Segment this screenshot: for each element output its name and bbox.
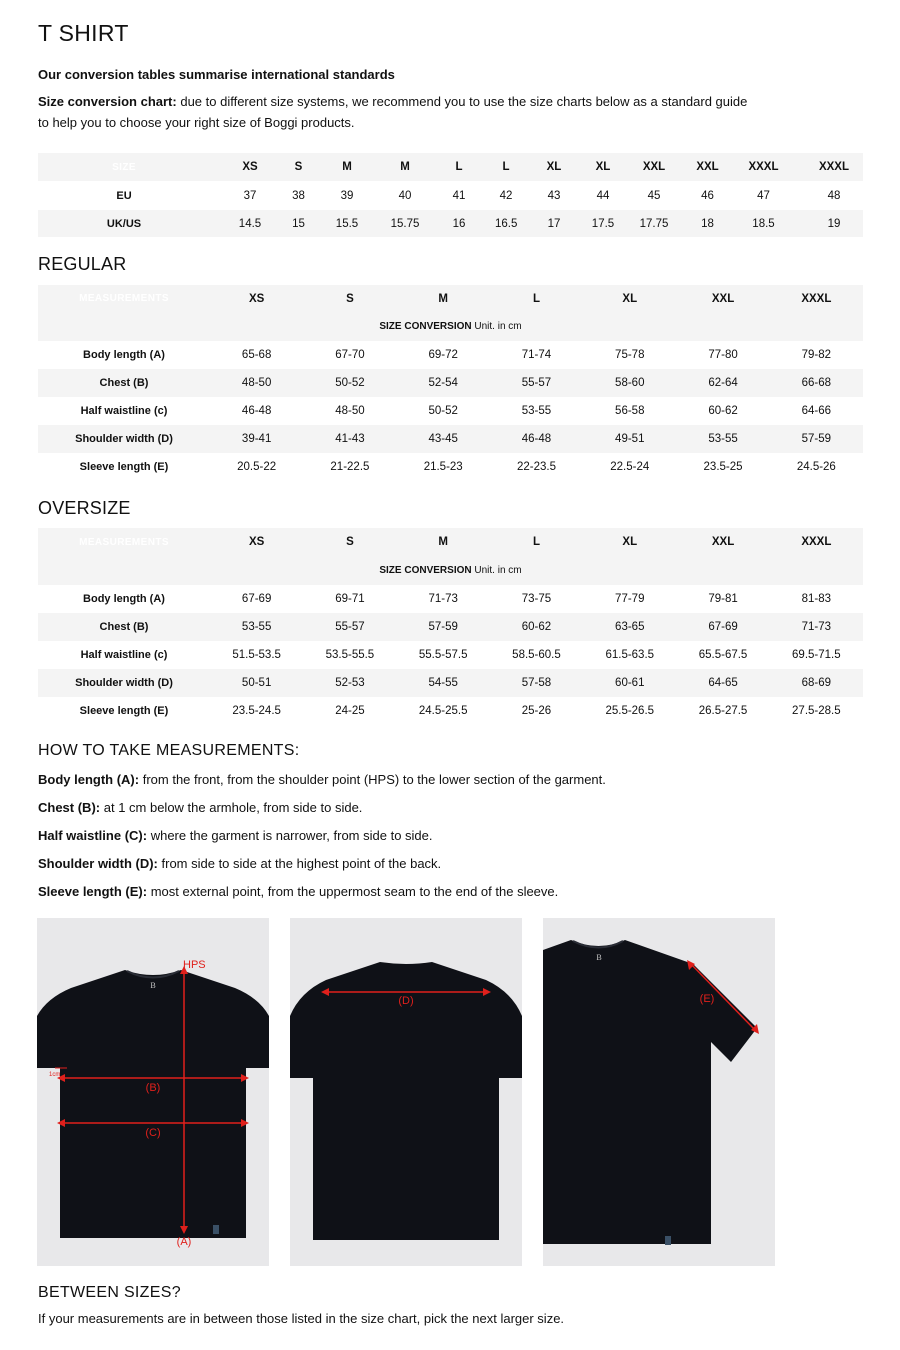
table-row [38,210,863,237]
table-row [38,425,863,453]
label-b: (B) [145,1082,161,1094]
size-col-0: XS [210,153,290,181]
table-cell: 64-65 [676,669,769,697]
back-tshirt-svg [290,918,522,1266]
table-cell: 69.5-71.5 [792,649,841,661]
side-view-diagram [543,918,775,1266]
table-cell: 43-45 [397,425,490,453]
unit-row [38,556,863,585]
measure-text: most external point, from the uppermost seam to the end of the sleeve. [150,884,559,899]
row-label: Body length (A) [83,349,165,361]
size-col-xs: XS [210,285,303,312]
table-cell: 71-73 [770,613,863,641]
table-cell: 56-58 [615,405,645,417]
table-cell: 39 [340,189,354,202]
back-view-diagram [290,918,522,1266]
intro-label: Size conversion chart: [38,94,177,109]
unit-text: Unit. in cm [474,565,522,576]
table-cell: 43 [547,189,561,202]
table-cell: 67-69 [241,593,272,605]
table-cell: 41 [452,189,466,202]
measure-label: Chest (B): [38,800,101,815]
size-col-9: XXL [693,153,722,181]
table-cell: 48-50 [335,405,365,417]
table-cell: 63-65 [583,613,676,641]
size-col-xxxl: XXXL [770,528,863,556]
label-c: (C) [145,1127,161,1139]
size-col-m: M [397,528,490,556]
list-item [38,798,858,826]
table-cell: 18 [693,210,722,237]
table-row [38,341,863,369]
side-tshirt-svg [543,918,775,1266]
size-col-m: M [397,285,490,312]
measure-text: from the front, from the shoulder point (HPS) to the lower section of the garment. [142,772,606,787]
table-cell: 67-69 [676,613,769,641]
table-cell: 62-64 [676,369,769,397]
side-label-tag [665,1236,671,1245]
size-col-4: L [423,153,495,181]
table-row [38,669,863,697]
table-cell: 61.5-63.5 [605,649,655,661]
table-cell: 48 [827,189,841,202]
table-cell: 25-26 [521,705,552,717]
label-cm: 1cm [49,1072,61,1078]
size-col-2: M [307,153,387,181]
regular-measurements-table [38,285,863,481]
oversize-title: OVERSIZE [38,498,131,518]
table-cell: 71-74 [521,349,552,361]
size-col-l: L [490,285,583,312]
table-cell: 69-71 [335,593,365,605]
row-label-ukus: UK/US [38,210,210,237]
table-cell: 79-82 [801,349,832,361]
table-cell: 19 [805,210,863,237]
row-label: Half waistline (c) [80,649,168,661]
table-cell: 24.5-26 [796,461,836,473]
unit-cell [38,556,863,585]
table-cell: 44 [596,189,610,202]
conversion-header-row [38,153,863,181]
row-label: Half waistline (c) [80,405,168,417]
row-label: Sleeve length (E) [79,705,169,717]
front-tshirt-shape [37,970,269,1238]
table-cell: 15 [290,210,307,237]
table-cell: 55-57 [490,369,583,397]
measure-label: Half waistline (C): [38,828,148,843]
size-col-1: S [290,153,307,181]
table-cell: 55-57 [303,613,396,641]
table-cell: 46 [701,189,714,202]
table-row [38,697,863,725]
table-cell: 23.5-24.5 [232,705,281,717]
measure-text: from side to side at the highest point of the back. [161,856,442,871]
size-col-l: L [490,528,583,556]
table-cell: 38 [292,189,305,202]
table-cell: 60-61 [583,669,676,697]
table-cell: 42 [499,189,513,202]
table-cell: 21.5-23 [423,461,463,473]
size-col-8: XXL [615,153,693,181]
conversion-header-label: SIZE [38,153,210,181]
table-cell: 73-75 [521,593,552,605]
table-cell: 40 [398,189,412,202]
unit-label: SIZE CONVERSION [379,565,472,576]
table-cell: 24-25 [335,705,365,717]
row-label: Chest (B) [38,613,210,641]
table-cell: 50-52 [303,369,396,397]
row-label: Chest (B) [38,369,210,397]
table-cell: 37 [243,189,257,202]
unit-text: Unit. in cm [474,321,522,332]
label-hps: HPS [183,959,206,971]
intro-line1: due to different size systems, we recommend you to use the size charts below as a standard guide [180,94,748,109]
intro-text [38,91,828,133]
label-d: (D) [398,995,414,1007]
table-cell: 39-41 [210,425,303,453]
table-cell: 17.5 [591,210,615,237]
table-cell: 58-60 [583,369,676,397]
size-col-xxxl: XXXL [770,285,863,312]
size-col-7: XL [591,153,615,181]
table-cell: 77-79 [615,593,645,605]
size-col-10: XXXL [722,153,805,181]
measure-text: where the garment is narrower, from side to side. [150,828,433,843]
table-cell: 60-62 [490,613,583,641]
regular-header-row [38,285,863,312]
table-cell: 51.5-53.5 [232,649,281,661]
table-cell: 54-55 [397,669,490,697]
row-label: Body length (A) [83,593,165,605]
table-cell: 57-59 [770,425,863,453]
table-cell: 53-55 [676,425,769,453]
table-cell: 67-70 [335,349,365,361]
size-col-5: L [495,153,517,181]
side-tshirt-shape [543,940,757,1244]
table-cell: 52-53 [303,669,396,697]
table-cell: 48-50 [210,369,303,397]
table-cell: 16.5 [495,210,517,237]
size-col-6: XL [517,153,591,181]
between-sizes-text: If your measurements are in between those listed in the size chart, pick the next larger size. [38,1311,565,1326]
table-cell: 22-23.5 [516,461,556,473]
size-col-xxl: XXL [676,528,769,556]
table-cell: 46-48 [490,425,583,453]
table-cell: 69-72 [428,349,458,361]
label-e: (E) [699,993,715,1005]
table-cell: 75-78 [615,349,645,361]
list-item [38,882,858,910]
table-cell: 57-58 [490,669,583,697]
measurements-heading: HOW TO TAKE MEASUREMENTS: [38,742,300,759]
table-cell: 24.5-25.5 [418,705,468,717]
table-cell: 65.5-67.5 [698,649,748,661]
measure-label: Shoulder width (D): [38,856,158,871]
table-row [38,613,863,641]
table-row [38,369,863,397]
front-label-tag [213,1225,219,1234]
oversize-measurements-table [38,528,863,725]
size-conversion-table [38,153,863,237]
table-cell: 18.5 [722,210,805,237]
table-cell: 45 [647,189,661,202]
regular-header-label: MEASUREMENTS [38,285,210,312]
table-cell: 17 [517,210,591,237]
measure-label: Sleeve length (E): [38,884,148,899]
list-item [38,854,858,882]
table-cell: 53-55 [210,613,303,641]
table-cell: 65-68 [241,349,272,361]
table-cell: 21-22.5 [330,461,370,473]
table-cell: 47 [757,189,770,202]
table-cell: 25.5-26.5 [605,705,655,717]
unit-row [38,312,863,341]
table-cell: 58.5-60.5 [512,649,561,661]
intro-heading: Our conversion tables summarise international standards [38,67,395,82]
row-label: Shoulder width (D) [38,425,210,453]
list-item [38,770,858,798]
table-cell: 64-66 [801,405,832,417]
table-cell: 66-68 [770,369,863,397]
row-label: Shoulder width (D) [38,669,210,697]
table-cell: 71-73 [428,593,458,605]
table-cell: 17.75 [615,210,693,237]
label-a: (A) [176,1236,192,1248]
between-sizes-heading: BETWEEN SIZES? [38,1284,181,1301]
measurements-list [38,770,858,910]
table-row [38,181,863,210]
brand-logo: B [150,981,156,990]
oversize-header-label: MEASUREMENTS [38,528,210,556]
size-col-s: S [303,285,396,312]
table-cell: 57-59 [397,613,490,641]
table-cell: 49-51 [583,425,676,453]
table-row [38,453,863,481]
size-col-xl: XL [583,528,676,556]
table-cell: 68-69 [770,669,863,697]
table-cell: 26.5-27.5 [698,705,748,717]
table-cell: 41-43 [303,425,396,453]
list-item [38,826,858,854]
size-col-xs: XS [210,528,303,556]
row-label-eu: EU [116,189,132,202]
size-col-11: XXXL [805,153,863,181]
table-cell: 16 [423,210,495,237]
size-col-s: S [303,528,396,556]
table-cell: 81-83 [801,593,832,605]
front-tshirt-svg [37,918,269,1266]
size-col-xxl: XXL [676,285,769,312]
table-cell: 53.5-55.5 [325,649,375,661]
table-cell: 55.5-57.5 [418,649,468,661]
page-title: T SHIRT [38,20,129,46]
table-cell: 15.5 [307,210,387,237]
unit-label: SIZE CONVERSION [379,321,472,332]
size-col-3: M [387,153,423,181]
table-cell: 60-62 [708,405,738,417]
table-cell: 50-51 [210,669,303,697]
table-cell: 77-80 [708,349,738,361]
table-cell: 22.5-24 [610,461,650,473]
table-row [38,641,863,669]
table-cell: 27.5-28.5 [792,705,841,717]
table-row [38,585,863,613]
measure-text: at 1 cm below the armhole, from side to side. [103,800,363,815]
table-cell: 23.5-25 [703,461,743,473]
brand-logo: B [596,953,602,962]
row-label: Sleeve length (E) [79,461,169,473]
table-cell: 46-48 [241,405,272,417]
table-cell: 53-55 [521,405,552,417]
regular-title: REGULAR [38,254,127,274]
unit-cell [38,312,863,341]
table-cell: 50-52 [428,405,458,417]
table-cell: 79-81 [708,593,738,605]
table-cell: 15.75 [387,210,423,237]
intro-line2: to help you to choose your right size of Boggi products. [38,115,355,130]
measure-label: Body length (A): [38,772,140,787]
table-row [38,397,863,425]
oversize-header-row [38,528,863,556]
size-col-xl: XL [583,285,676,312]
table-cell: 20.5-22 [237,461,277,473]
table-cell: 14.5 [210,210,290,237]
table-cell: 52-54 [397,369,490,397]
front-view-diagram [37,918,269,1266]
